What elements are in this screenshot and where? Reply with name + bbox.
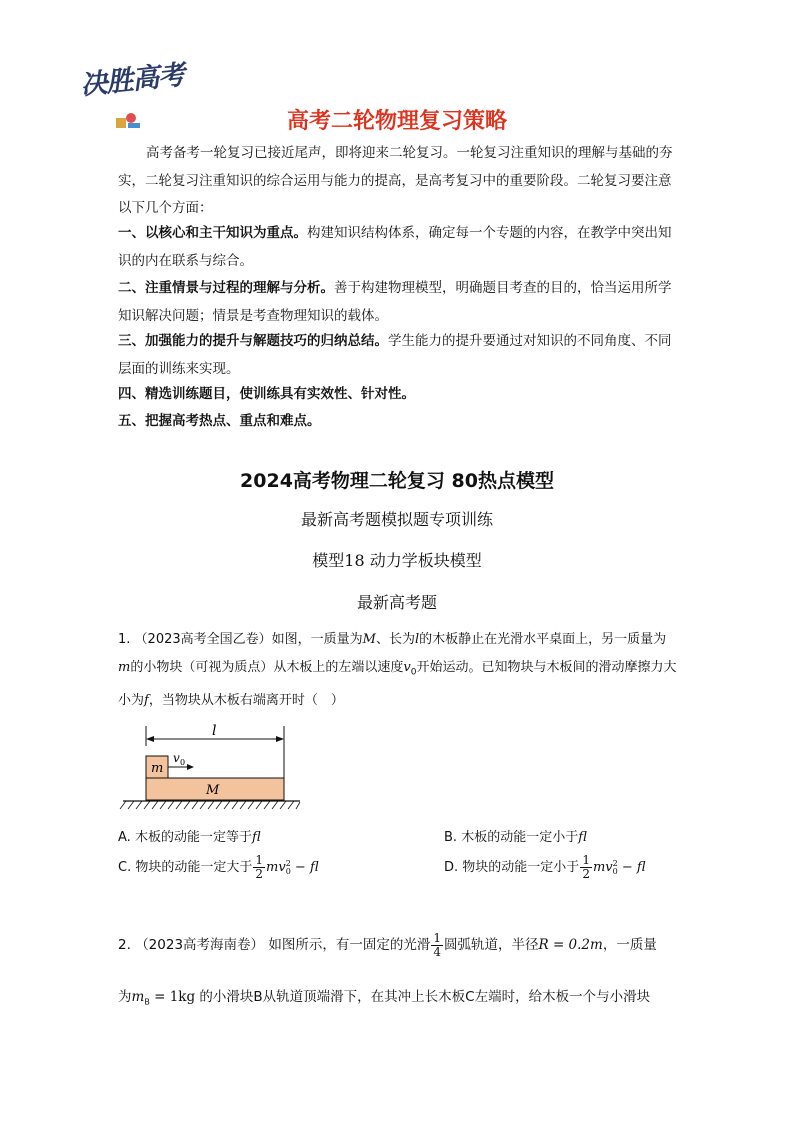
point-5	[118, 408, 678, 436]
q1-var-f: f	[144, 692, 149, 708]
option-b-text: 木板的动能一定小于	[461, 830, 579, 845]
diagram-label-M: M	[206, 783, 220, 798]
logo-text: 决胜高考	[78, 59, 186, 102]
q1-var-v0: v	[403, 659, 411, 675]
option-c-text: 物块的动能一定大于	[135, 860, 253, 875]
point-5-bold: 五、把握高考热点、重点和难点。	[118, 413, 321, 429]
point-1-text: 构建知识结构体系，确定每一个专题的内容，在教学中突出知识的内在联系与综合。	[118, 225, 672, 269]
option-c[interactable]	[118, 854, 319, 881]
q1-text-3: 的木板静止在光滑水平桌面上，另一质量为	[419, 632, 667, 647]
option-d-tail: − fl	[617, 860, 646, 875]
option-c-fraction: $\frac{1}{2}$	[255, 853, 264, 881]
point-3	[118, 328, 678, 383]
velocity-arrowhead	[187, 764, 194, 770]
q2-text-2: 圆弧轨道，半径	[443, 937, 539, 953]
option-d-fraction: $\frac{1}{2}$	[582, 853, 590, 881]
option-d-text: 物块的动能一定小于	[462, 860, 580, 875]
intro-paragraph: 高考备考一轮复习已接近尾声，即将迎来二轮复习。一轮复习注重知识的理解与基础的夯实，二轮复习注重知识的综合运用与能力的提高，是高考复习中的重要阶段。二轮复习要注意以下几个方面：	[118, 145, 673, 216]
q1-text-1: 如图，一质量为	[271, 632, 363, 647]
question-2-line-2	[118, 985, 678, 1007]
option-b-expr: fl	[578, 830, 587, 845]
option-b-label: B.	[444, 830, 458, 845]
q2-text-4: 为	[118, 989, 132, 1005]
diagram-label-l: l	[212, 723, 217, 739]
q2-text-3: ，一质量	[602, 937, 657, 953]
q1-num: 1.	[118, 632, 131, 647]
diagram-label-m: m	[151, 761, 164, 776]
question-2-line-1	[118, 930, 678, 960]
section-subtitle: 最新高考题模拟题专项训练	[300, 510, 493, 529]
option-c-expr: mv	[266, 860, 286, 875]
q2-fraction: $\frac{1}{4}$	[433, 930, 441, 959]
option-b[interactable]	[444, 826, 587, 845]
point-3-text: 学生能力的提升要通过对知识的不同角度、不同层面的训练来实现。	[118, 333, 672, 377]
option-a-text: 木板的动能一定等于	[134, 830, 252, 845]
point-1	[118, 220, 678, 275]
q1-source: （2023高考全国乙卷）	[134, 632, 272, 647]
diagram-label-v-sub: 0	[180, 758, 186, 767]
q2-mass-val: = 1kg	[149, 989, 196, 1005]
q1-text-4: 的小物块（可视为质点）从木板上的左端以速度	[130, 659, 404, 675]
page-title: 高考二轮物理复习策略	[286, 109, 507, 134]
point-4-bold: 四、精选训练题目，使训练具有实效性、针对性。	[118, 386, 415, 402]
q1-var-l: l	[414, 632, 420, 647]
q2-num: 2.	[118, 937, 131, 953]
option-d-expr: mv	[592, 860, 613, 875]
dim-arrow-left	[146, 736, 154, 742]
option-a-label: A.	[118, 830, 131, 845]
point-4	[118, 381, 678, 409]
part-title: 最新高考题	[356, 593, 437, 612]
q1-text-6: ，当物块从木板右端离开时（ ）	[148, 692, 344, 708]
q1-var-v0-sub: 0	[410, 667, 417, 678]
option-c-tail: − fl	[290, 860, 319, 875]
q2-mass-var: m	[131, 989, 145, 1005]
q1-var-M: M	[362, 632, 376, 647]
option-a[interactable]	[118, 826, 261, 845]
point-2-text: 善于构建物理模型，明确题目考查的目的，恰当运用所学知识解决问题；情景是考查物理知识的载体。	[118, 280, 672, 324]
question-1	[118, 626, 678, 714]
option-c-label: C.	[118, 860, 132, 875]
model-title: 模型18 动力学板块模型	[312, 551, 482, 570]
option-a-expr: fl	[251, 830, 261, 845]
block-board-diagram	[118, 722, 308, 814]
ground-hatch	[120, 801, 300, 809]
section-title: 2024高考物理二轮复习 80热点模型	[240, 470, 554, 492]
q2-source: （2023高考海南卷）	[135, 937, 265, 953]
point-1-bold: 一、以核心和主干知识为重点。	[118, 225, 307, 241]
dim-arrow-right	[276, 736, 284, 742]
point-3-bold: 三、加强能力的提升与解题技巧的归纳总结。	[118, 333, 388, 349]
q2-mass-sub: B	[144, 997, 150, 1007]
point-2	[118, 275, 678, 330]
point-2-bold: 二、注重情景与过程的理解与分析。	[118, 280, 334, 296]
option-d-supsub: 2 0	[612, 858, 618, 876]
q1-text-5: 开始运动。已知物块与木板间的滑动摩擦力大小为	[118, 659, 677, 708]
q1-var-m: m	[118, 659, 131, 675]
diagram-label-v: v	[173, 751, 180, 765]
option-c-supsub: 2 0	[285, 858, 291, 876]
q2-text-5: 的小滑块B从轨道顶端滑下，在其冲上长木板C左端时，给木板一个与小滑块	[195, 989, 651, 1005]
q1-text-2: 、长为	[375, 632, 415, 647]
option-d[interactable]	[444, 854, 646, 881]
option-d-label: D.	[444, 860, 459, 875]
q2-text-1: 如图所示，有一固定的光滑	[264, 937, 431, 953]
q2-radius: R = 0.2m	[538, 937, 603, 953]
